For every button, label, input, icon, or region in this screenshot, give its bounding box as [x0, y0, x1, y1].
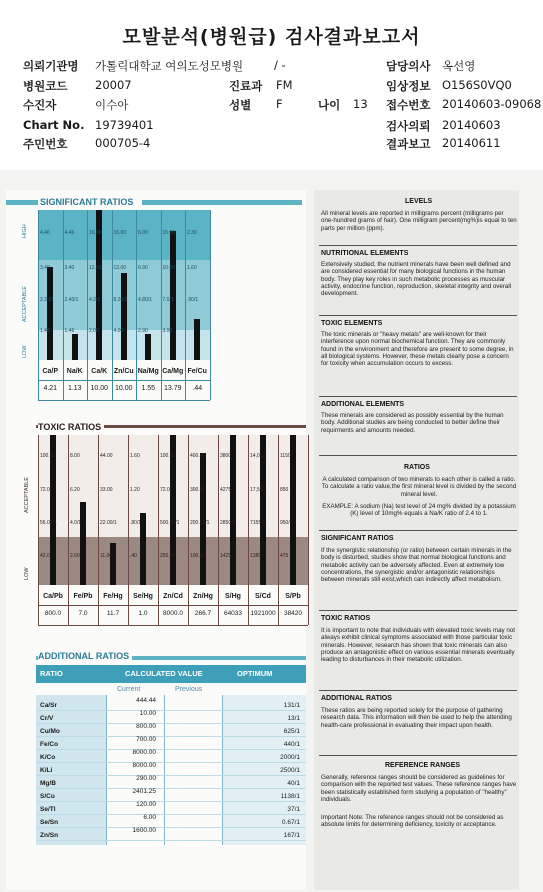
tox-value: 11.7: [106, 610, 120, 617]
tox-scale-tick: 4275: [220, 487, 232, 493]
sig-scale-tick: 4.2/1: [89, 297, 101, 303]
sig-scale-tick: 2.30/1: [40, 297, 54, 303]
additional-row-rule: [36, 775, 306, 776]
additional-optimum-value: 2500/1: [280, 767, 300, 774]
sig-column-label: Na/Mg: [137, 368, 159, 375]
additional-current-value: 1600.00: [132, 827, 156, 834]
additional-row-rule: [36, 840, 306, 841]
additional-current-value: 6.00: [143, 814, 156, 821]
doctor-value: 옥선영: [442, 59, 476, 73]
sig-scale-tick: 4.00: [113, 328, 124, 334]
additional-optimum-value: 2000/1: [280, 754, 300, 761]
additional-ratio-name: Zn/Sn: [40, 832, 59, 839]
sig-value: 10.00: [90, 385, 109, 392]
tox-column-label: Fe/Pb: [73, 593, 93, 600]
report-date-label: 결과보고: [386, 137, 431, 151]
sig-zone-label-acceptable: ACCEPTABLE: [22, 286, 28, 322]
tox-scale-tick: 4.0/1: [70, 520, 82, 526]
tox-scale-tick: .40: [130, 553, 137, 559]
additional-row-rule: [36, 736, 306, 737]
additional-current-value: 8000.00: [132, 749, 156, 756]
sig-scale-tick: 12.00: [89, 265, 102, 271]
tox-value: 266.7: [194, 610, 212, 617]
additional-current-value: 8000.00: [132, 762, 156, 769]
sig-bottom-line: [38, 400, 210, 401]
toxic-ratios-heading: TOXIC RATIOS: [321, 615, 371, 622]
sig-title-bar-left: [6, 200, 38, 205]
tox-scale-tick: 7155/1: [250, 520, 266, 526]
tox-label-row-line: [38, 605, 308, 606]
tox-value: 1921000: [250, 610, 276, 617]
sig-scale-tick: 15.00: [162, 230, 176, 236]
tox-scale-tick: 1425: [220, 553, 232, 559]
tox-scale-tick: 3800: [220, 453, 232, 459]
toxic-ratios-text: It is important to note that individuals with elevated toxic levels may not always exhibit clinical symptoms associated with those particular toxic minerals. However, research has shown that toxic minerals can also produce an antagonistic effect on various essential minerals eventually leading to disturbances in their metabolic utilization.: [321, 627, 515, 664]
sig-scale-tick: 6.00: [138, 230, 148, 236]
sig-label-row-line: [38, 380, 210, 381]
significant-ratios-heading: SIGNIFICANT RATIOS: [321, 535, 394, 542]
additional-current-value: 120.00: [136, 801, 156, 808]
tox-scale-tick: 200.00/1: [190, 520, 210, 526]
toxic-elements-text: The toxic minerals or "heavy metals" are well-known for their interference upon normal biochemical function. They are commonly found in the environment and therefore are present to some degree, in all biological systems. However, these metals clearly pose a concern for toxicity when accumulation occurs to excess.: [321, 331, 514, 368]
additional-optimum-value: 625/1: [283, 728, 300, 735]
age-value: 13: [353, 97, 368, 111]
sig-bar: [145, 334, 151, 360]
sex-label: 성별: [229, 98, 252, 112]
tox-zone-label-low: LOW: [24, 567, 30, 580]
additional-divider-1: [106, 695, 107, 845]
additional-row-rule: [36, 723, 306, 724]
tox-bar: [200, 453, 206, 585]
tox-scale-tick: 11.00: [100, 553, 113, 559]
additional-current-value: 2401.25: [132, 788, 156, 795]
tox-scale-tick: 1.20: [130, 487, 140, 493]
additional-ratio-name: Ca/Sr: [40, 702, 57, 709]
additional-col-calc: CALCULATED VALUE: [125, 669, 203, 678]
tox-column-label: S/Cd: [255, 593, 271, 600]
additional-optimum-value: 167/1: [283, 832, 300, 839]
hospital-code-value: 20007: [95, 78, 132, 92]
reference-ranges-heading: REFERENCE RANGES: [385, 762, 461, 769]
sig-scale-tick: 4.80/1: [138, 297, 152, 303]
request-date-value: 20140603: [442, 118, 501, 132]
additional-divider-3: [222, 695, 223, 845]
tox-scale-tick: 1380: [250, 553, 262, 559]
tox-scale-tick: 1150: [280, 453, 291, 459]
patient-label: 수진자: [23, 98, 57, 112]
additional-current-value: 10.00: [139, 710, 156, 717]
additional-row-rule: [36, 762, 306, 763]
additional-ratio-name: Se/Sn: [40, 819, 59, 826]
clinical-info-label: 임상정보: [386, 79, 431, 93]
sig-scale-tick: 3.40: [64, 265, 75, 271]
reference-ranges-text: Generally, reference ranges should be considered as guidelines for comparison with the reported test values. These reference ranges have been statistically established form studying a population of "healthy" individuals.: [321, 774, 517, 803]
tox-scale-tick: 8.00: [70, 453, 80, 459]
tox-value: 7.0: [78, 610, 88, 617]
tox-value: 8000.0: [163, 610, 183, 617]
sig-scale-tick: 1.46: [40, 328, 50, 334]
nutritional-text: Extensively studied, the nutrient minerals have been well defined and are considered essential for many biological functions in the human body. They play key roles in such metabolic processes as muscular activity, endocrine function, reproduction, skeletal integrity and overall development.: [321, 261, 512, 298]
sig-scale-tick: 2.90: [138, 328, 148, 334]
ratios-example: EXAMPLE: A sodium (Na) test level of 24 mg% divided by a potassium (K) level of 10mg% equals a Na/K ratio of 2.4 to 1.: [322, 503, 516, 518]
tox-value: 1.0: [138, 610, 148, 617]
additional-ratio-name: S/Cu: [40, 793, 55, 800]
sig-scale-tick: 8.20/1: [113, 297, 128, 303]
receipt-no-value: 20140603-09068: [442, 97, 542, 111]
additional-ratios-text: These ratios are being reported solely for the purpose of gathering research data. This information will then be used to help the attending health-care professional in evaluating their impact upon health.: [321, 707, 512, 729]
rule-6: [319, 610, 517, 611]
sig-scale-tick: 2.30: [187, 230, 197, 236]
tox-scale-tick: 42.00: [40, 553, 53, 559]
sig-scale-tick: 4.46: [40, 230, 50, 236]
additional-optimum-value: 440/1: [283, 741, 300, 748]
significant-ratios-text: If the synergistic relationship (or ratio) between certain minerals in the body is disturbed, studies show that normal biological functions and metabolic activity can be adversely affected. Even at extremely low concentrations, the synergistic and/or antagonistic relationships between minerals still exist,which can indirectly affect metabolism.: [321, 547, 512, 584]
tox-column-label: Zn/Hg: [193, 593, 213, 600]
additional-ratio-name: Se/Tl: [40, 806, 56, 813]
levels-text: All mineral levels are reported in milligrams percent (milligrams per one-hundred grams of hair). One milligram percent(mg%)is equal to ten parts per million (ppm).: [321, 210, 517, 232]
tox-value: 64033: [223, 610, 243, 617]
additional-ratio-name: K/Co: [40, 754, 56, 761]
sig-scale-tick: 3.40: [40, 265, 50, 271]
sig-scale-tick: 3.00: [162, 328, 173, 334]
tox-scale-tick: 1.60: [130, 453, 140, 459]
additional-row-rule: [36, 814, 306, 815]
tox-scale-tick: 2.00: [70, 553, 80, 559]
sig-title-bar-right: [142, 200, 302, 205]
sig-bar: [194, 319, 200, 360]
additional-ratio-name: Cr/V: [40, 715, 54, 722]
sig-column-label: Ca/Mg: [162, 368, 184, 375]
sig-scale-tick: 1.60: [187, 265, 197, 271]
sig-scale-tick: 7.0/1: [162, 297, 174, 303]
tox-scale-tick: 44.00: [100, 453, 113, 459]
additional-optimum-value: 37/1: [287, 806, 300, 813]
rule-8: [319, 755, 517, 756]
additional-sub-previous: Previous: [175, 686, 203, 693]
patient-value: 이수아: [95, 98, 129, 112]
tox-column-label: S/Hg: [225, 593, 241, 600]
sig-value: 4.21: [43, 385, 58, 392]
additional-current-value: 800.00: [136, 723, 156, 730]
clinic-value: FM: [276, 78, 293, 92]
rule-2: [319, 315, 517, 316]
ratios-text: A calculated comparison of two minerals to each other is called a ratio. To calculate a ratio value,the first mineral level is divided by the second mineral level.: [321, 476, 517, 498]
rule-5: [319, 530, 517, 531]
sig-zone-label-low: LOW: [22, 345, 28, 358]
additional-optimum-value: 13/1: [287, 715, 300, 722]
sig-column-label: Zn/Cu: [113, 368, 134, 375]
tox-bar: [80, 502, 86, 585]
additional-col-opt: OPTIMUM: [237, 669, 273, 678]
department-value: / -: [274, 58, 286, 72]
additional-row-rule: [36, 749, 306, 750]
resident-no-label: 주민번호: [23, 137, 68, 151]
additional-ratio-name: Cu/Mo: [40, 728, 60, 735]
additional-ratio-name: K/Li: [40, 767, 53, 774]
additional-optimum-value: 0.67/1: [281, 819, 300, 826]
hospital-value: 가톨릭대학교 여의도성모병원: [95, 59, 244, 73]
tox-scale-tick: 72.00: [160, 487, 173, 493]
tox-scale-tick: 17,555: [250, 487, 266, 493]
additional-optimum-value: 40/1: [287, 780, 300, 787]
sig-column-label: Ca/K: [91, 368, 108, 375]
tox-column-label: S/Pb: [285, 593, 301, 600]
hospital-code-label: 병원코드: [23, 79, 68, 93]
sig-bar: [170, 231, 176, 360]
sig-value: 10.00: [114, 385, 133, 392]
tox-scale-tick: 850: [280, 487, 289, 493]
tox-value: 800.0: [44, 610, 62, 617]
significant-ratios-title: SIGNIFICANT RATIOS: [40, 197, 134, 207]
receipt-no-label: 접수번호: [386, 98, 431, 112]
sig-scale-tick: 16.00: [113, 230, 127, 236]
sig-column-label: Fe/Cu: [187, 368, 207, 375]
rule-4: [319, 455, 517, 456]
additional-current-value: 700.00: [136, 736, 156, 743]
additional-divider-2: [164, 695, 165, 845]
additional-current-value: 290.00: [136, 775, 156, 782]
tox-scale-tick: 100.00: [40, 453, 56, 459]
sig-zone-label-high: HIGH: [22, 224, 28, 238]
sig-scale-tick: 10.00: [162, 265, 176, 271]
age-label: 나이: [318, 98, 341, 112]
ratios-heading: RATIOS: [404, 464, 430, 471]
tox-scale-tick: 950/1: [280, 520, 293, 526]
tox-col-divider: [308, 435, 309, 625]
sig-bar: [47, 267, 53, 360]
tox-scale-tick: 6.20: [70, 487, 80, 493]
sig-scale-tick: 6.90: [138, 265, 148, 271]
toxic-ratios-title: TOXIC RATIOS: [38, 422, 104, 432]
tox-scale-tick: 100.00: [190, 553, 206, 559]
tox-scale-tick: 475: [280, 553, 289, 559]
chart-no-label: Chart No.: [23, 118, 85, 132]
tox-bar: [110, 543, 116, 585]
tox-scale-tick: 400.00: [190, 453, 206, 459]
tox-zone-label-acceptable: ACCEPTABLE: [24, 477, 30, 513]
sig-value: 13.79: [163, 385, 182, 392]
report-date-value: 20140611: [442, 136, 501, 150]
toxic-elements-heading: TOXIC ELEMENTS: [321, 320, 383, 327]
tox-column-label: Se/Hg: [133, 593, 153, 600]
additional-elements-heading: ADDITIONAL ELEMENTS: [321, 401, 405, 408]
sig-col-divider: [210, 210, 211, 400]
tox-scale-tick: 500.00/1: [160, 520, 180, 526]
request-date-label: 검사의뢰: [386, 119, 431, 133]
doctor-label: 담당의사: [386, 59, 431, 73]
additional-sub-current: Current: [117, 686, 141, 693]
additional-ratios-title: ADDITIONAL RATIOS: [38, 651, 132, 661]
sig-scale-tick: 2.00: [89, 328, 99, 334]
rule-1: [319, 245, 517, 246]
additional-row-rule: [36, 801, 306, 802]
additional-col-ratio: RATIO: [40, 669, 63, 678]
additional-ratio-name: Fe/Co: [40, 741, 59, 748]
tox-column-label: Fe/Hg: [103, 593, 123, 600]
hospital-label: 의뢰기관명: [23, 59, 79, 73]
sig-scale-tick: 2.40/1: [64, 297, 79, 303]
levels-heading: LEVELS: [405, 198, 433, 205]
nutritional-heading: NUTRITIONAL ELEMENTS: [321, 250, 409, 257]
additional-ratios-heading: ADDITIONAL RATIOS: [321, 695, 392, 702]
additional-current-value: 444.44: [136, 697, 156, 704]
chart-no-value: 19739401: [95, 118, 154, 132]
tox-column-label: Zn/Cd: [163, 593, 183, 600]
sig-value: .44: [192, 385, 203, 392]
sig-scale-tick: .90/1: [187, 297, 199, 303]
sig-bar: [121, 273, 127, 360]
sig-column-label: Ca/P: [42, 368, 59, 375]
clinical-info-value: O156S0VQ0: [442, 78, 512, 92]
additional-row-rule: [36, 827, 306, 828]
tox-scale-tick: 300.00: [190, 487, 206, 493]
sig-bar: [72, 334, 78, 360]
tox-scale-tick: .80/1: [130, 520, 142, 526]
tox-bottom-line: [38, 625, 308, 626]
rule-7: [319, 690, 517, 691]
tox-scale-tick: 2850/1: [220, 520, 236, 526]
sig-scale-tick: 4.46: [64, 230, 75, 236]
sig-value: 1.55: [141, 385, 156, 392]
rule-3: [319, 396, 517, 397]
sex-value: F: [276, 97, 283, 111]
additional-row-rule: [36, 710, 306, 711]
additional-elements-text: These minerals are considered as possibly essential by the human body. Additional studies are being conducted to better define their requirments and amounts needed.: [321, 412, 504, 434]
sig-scale-tick: 16.00: [89, 230, 102, 236]
reference-ranges-note: Important Note: The reference ranges should not be considered as absolute limits for determining deficiency, toxicity or acceptance.: [321, 814, 504, 829]
report-title: 모발분석(병원급) 검사결과보고서: [122, 26, 421, 48]
clinic-label: 진료과: [229, 79, 263, 93]
tox-scale-tick: 14,051: [250, 453, 266, 459]
sig-column-label: Na/K: [66, 368, 83, 375]
tox-value: 38420: [283, 610, 303, 617]
tox-scale-tick: 72.00: [40, 487, 53, 493]
resident-no-value: 000705-4: [95, 136, 151, 150]
additional-ratio-name: Mg/B: [40, 780, 56, 787]
sig-value: 1.13: [67, 385, 82, 392]
tox-column-label: Ca/Pb: [43, 593, 63, 600]
tox-scale-tick: 100.00: [160, 453, 176, 459]
tox-scale-tick: 250.00: [160, 553, 176, 559]
additional-row-rule: [36, 788, 306, 789]
additional-optimum-value: 1138/1: [280, 793, 300, 800]
tox-scale-tick: 22.00/1: [100, 520, 117, 526]
tox-scale-tick: 56.00/1: [40, 520, 57, 526]
additional-optimum-value: 131/1: [283, 702, 300, 709]
sig-scale-tick: 12.00: [113, 265, 127, 271]
tox-scale-tick: 33.00: [100, 487, 113, 493]
sig-scale-tick: 1.46: [64, 328, 75, 334]
